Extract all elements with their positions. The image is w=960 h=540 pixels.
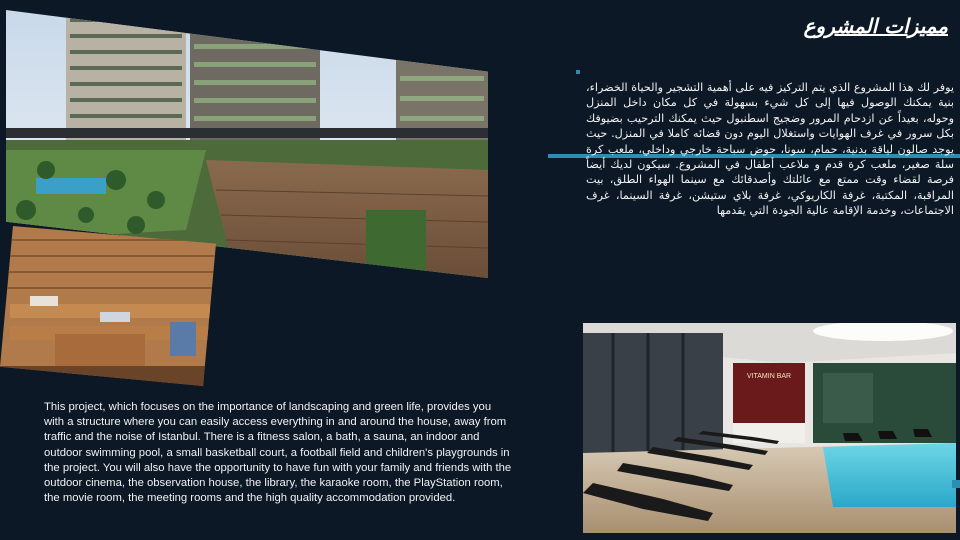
- sauna-image: [0, 226, 216, 386]
- arabic-description: يوفر لك هذا المشروع الذي يتم التركيز فيه على أهمية التشجير والحياة الخضراء، بنية يمكنك الوصول فيها إلى كل شيء بسهولة في كل مكان داخل المنزل وحوله، بعيداً عن ازدحام المرور وضجيج اسطنبول حيث يمكنك الترحيب بضيوفك بكل سرور في غرف الهوايات واستغلال اليوم دون قضائه كاملا في المنزل. حيث يوجد صالون لياقة بدنية، حمام، سونا، حوض سباحة خارجي وداخلي، ملعب كرة سلة صغير، ملعب كرة قدم و ملاعب أطفال في المشروع. سيكون لديك أيضاً فرصة لقضاء وقت ممتع مع عائلتك وأصدقائك مع سينما الهواء الطلق، بيت المراقبة، المكتبة، غرفة الكاريوكي، غرفة بلاي ستيشن، غرفة السينما، غرف الاجتماعات، وخدمة الإقامة عالية الجودة التي يقدمها: [586, 81, 954, 218]
- indoor-pool-image: [583, 323, 956, 533]
- english-description: This project, which focuses on the importance of landscaping and green life, provides you with a structure where you can easily access everything in and around the house, away from traffic and the noise of Istanbul. There is a fitness salon, a bath, a sauna, an indoor and outdoor swimming pool, a small basketball court, a football field and children's playgrounds in the project. You will also have the opportunity to have fun with your family and friends with the outdoor cinema, the observation house, the library, the karaoke room, the PlayStation room, the movie room, the meeting rooms and the high quality accommodation provided.: [44, 401, 512, 505]
- vitamin-bar-sign: VITAMIN BAR: [746, 373, 792, 380]
- corner-accent: [952, 480, 960, 488]
- slide-title: مميزات المشروع: [803, 14, 948, 38]
- bullet-marker: [576, 70, 580, 74]
